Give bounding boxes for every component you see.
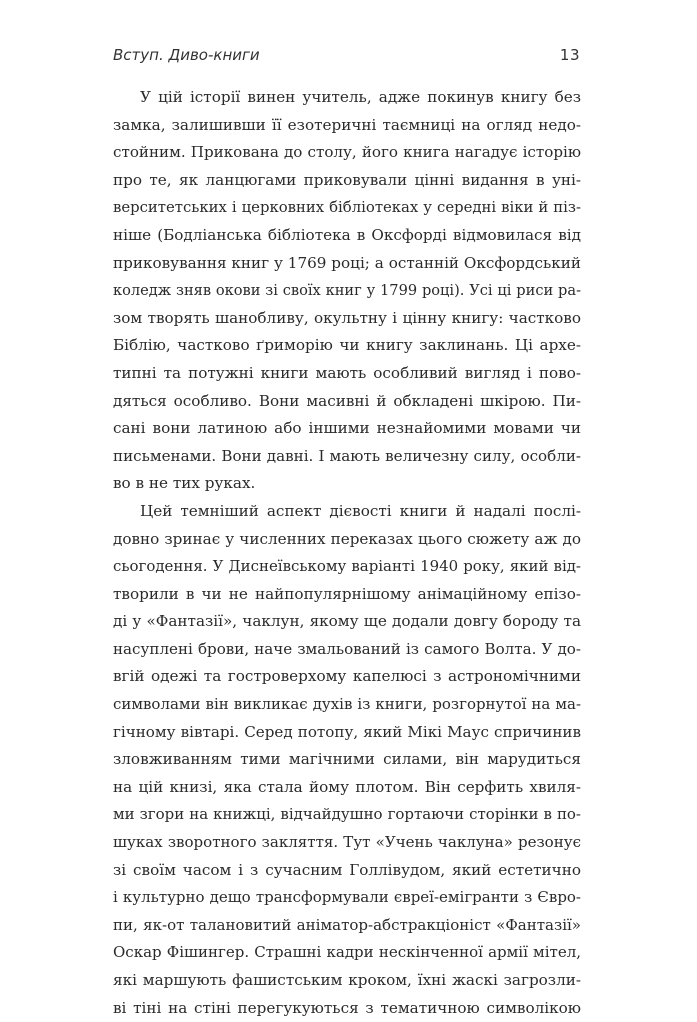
- text-line: зі своїм часом і з сучасним Голлівудом, який естетично: [113, 860, 581, 879]
- text-line: коледж зняв окови зі своїх книг у 1799 році). Усі ці риси ра-: [113, 282, 581, 300]
- text-line: ніше (Бодліанська бібліотека в Оксфорді відмовилася від: [113, 225, 581, 244]
- page-header: [113, 46, 580, 72]
- text-line: замка, залишивши її езотеричні таємниці на огляд недо-: [113, 115, 581, 134]
- text-line: ві тіні на стіні перегукуються з тематичною символікою: [113, 998, 581, 1017]
- text-line: во в не тих руках.: [113, 474, 256, 493]
- page-number: 13: [559, 46, 580, 64]
- text-line: Цей темніший аспект дієвості книги й надалі послі-: [140, 501, 581, 520]
- text-line: зловживанням тими магічними силами, він марудиться: [113, 750, 581, 769]
- running-head: Вступ. Диво-книги: [113, 46, 260, 64]
- text-line: про те, як ланцюгами приковували цінні видання в уні-: [113, 170, 581, 189]
- text-line: письменами. Вони давні. І мають величезну силу, особли-: [113, 446, 581, 465]
- text-line: ді у «Фантазії», чаклун, якому ще додали довгу бороду та: [113, 612, 581, 631]
- text-line: пи, як-от талановитий аніматор-абстракціоніст «Фантазії»: [113, 915, 581, 934]
- text-line: стойним. Прикована до столу, його книга нагадує історію: [113, 143, 581, 162]
- text-line: Оскар Фішингер. Страшні кадри нескінченної армії мітел,: [113, 943, 581, 962]
- text-line: дяться особливо. Вони масивні й обкладені шкірою. Пи-: [113, 391, 581, 410]
- text-line: сьогодення. У Диснеївському варіанті 1940 року, який від-: [113, 557, 581, 576]
- text-line: шуках зворотного закляття. Тут «Учень чаклуна» резонує: [113, 833, 581, 852]
- text-line: сані вони латиною або іншими незнайомими мовами чи: [113, 419, 581, 438]
- text-line: символами він викликає духів із книги, розгорнутої на ма-: [113, 695, 581, 714]
- paragraph-1: [113, 84, 581, 498]
- text-line: У цій історії винен учитель, адже покинув книгу без: [140, 88, 581, 106]
- paragraph-2: [113, 498, 581, 1022]
- text-line: вгій одежі та гостроверхому капелюсі з астрономічними: [113, 667, 581, 686]
- text-line: верситетських і церковних бібліотеках у середні віки й пiз-: [113, 199, 581, 217]
- text-line: Біблію, частково ґриморію чи книгу заклинань. Ці архе-: [113, 336, 581, 355]
- text-line: які маршують фашистським кроком, їхні жаскі загрозли-: [113, 971, 581, 989]
- text-line: приковування книг у 1769 році; а останній Оксфордський: [113, 253, 581, 272]
- text-line: гічному вівтарі. Серед потопу, який Мікі Маус спричинив: [113, 722, 581, 741]
- text-line: довно зринає у численних переказах цього сюжету аж до: [113, 529, 581, 548]
- text-line: ми згори на книжці, відчайдушно гортаючи сторінки в по-: [113, 805, 581, 824]
- text-line: творили в чи не найпопулярнішому анімаційному епізо-: [113, 584, 581, 603]
- text-line: і культурно дещо трансформували євреї-емігранти з Євро-: [113, 888, 581, 907]
- text-line: на цій книзі, яка стала йому плотом. Він серфить хвиля-: [113, 777, 581, 796]
- body-text: [113, 84, 581, 1022]
- text-line: зом творять шанобливу, окультну і цінну книгу: частково: [113, 308, 581, 327]
- text-line: типні та потужні книги мають особливий вигляд і пово-: [113, 363, 581, 382]
- text-line: насуплені брови, наче змальований із самого Волта. У до-: [113, 639, 581, 658]
